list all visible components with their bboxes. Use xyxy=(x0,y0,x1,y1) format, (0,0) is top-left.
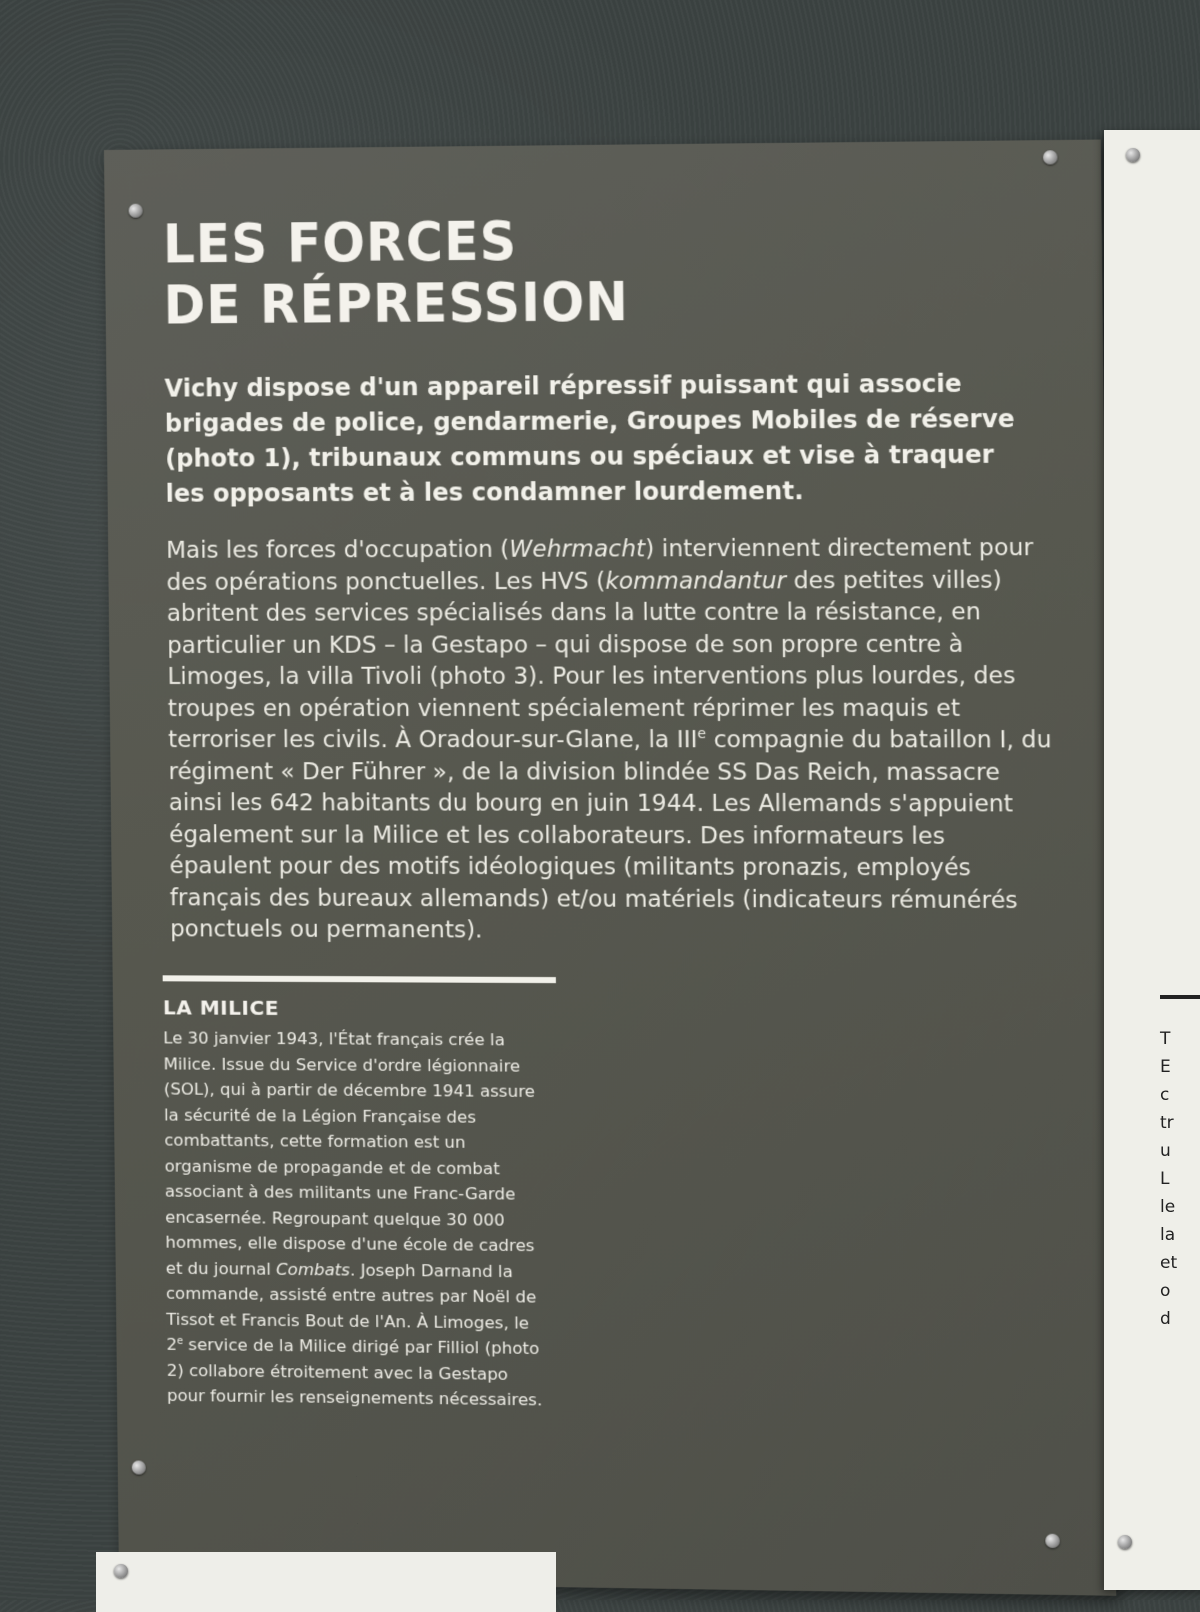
screw-icon xyxy=(1043,150,1058,164)
lower-panel-edge xyxy=(96,1552,556,1612)
body-paragraph: Mais les forces d'occupation (Wehrmacht) interviennent directement pour des opérations ponctuelles. Les HVS (kommandantur des petites villes) abritent des services spécialisés dans la lutte contre la résistance, en particulier un KDS – la Gestapo – qui dispose de son propre centre à Limoges, la villa Tivoli (photo 3). Pour les interventions plus lourdes, des troupes en opération viennent spécialement réprimer les maquis et terroriser les civils. À Oradour-sur-Glane, la IIIe compagnie du bataillon I, du régiment « Der Führer », de la division blindée SS Das Reich, massacre ainsi les 642 habitants du bourg en juin 1944. Les Allemands s'appuient également sur la Milice et les collaborateurs. Des informateurs les épaulent pour des motifs idéologiques (militants pronazis, employés français des bureaux allemands) et/ou matériels (indicateurs rémunérés ponctuels ou permanents). xyxy=(166,534,1052,944)
screw-icon xyxy=(1118,1535,1132,1549)
adjacent-panel xyxy=(1104,130,1200,1590)
lead-paragraph: Vichy dispose d'un appareil répressif puissant qui associe brigades de police, gendarmerie, Groupes Mobiles de réserve (photo 1), tribunaux communs ou spéciaux et vise à traquer les opposants et à les condamner lourdement. xyxy=(164,369,1015,508)
screw-icon xyxy=(132,1460,146,1474)
screw-icon xyxy=(114,1564,128,1578)
adjacent-divider xyxy=(1160,995,1200,999)
panel-title: LES FORCES DE RÉPRESSION xyxy=(162,211,630,337)
screw-icon xyxy=(1126,148,1140,162)
screw-icon xyxy=(1045,1534,1060,1548)
sidebar-title: LA MILICE xyxy=(162,995,280,1020)
adjacent-text-fragment: T E c tr u L le la et o d xyxy=(1160,1029,1178,1329)
exhibition-panel xyxy=(104,140,1116,1596)
sidebar-paragraph: Le 30 janvier 1943, l'État français crée la Milice. Issue du Service d'ordre légionnaire (SOL), qui à partir de décembre 1941 assure la sécurité de la Légion Française des combattants, cette formation est un organisme de propagande et de combat associant à des militants une Franc-Garde encasernée. Regroupant quelque 30 000 hommes, elle dispose d'une école de cadres et du journal Combats. Joseph Darnand la commande, assisté entre autres par Noël de Tissot et Francis Bout de l'An. À Limoges, le 2e service de la Milice dirigé par Filliol (photo 2) collabore étroitement avec la Gestapo pour fournir les renseignements nécessaires. xyxy=(163,1028,543,1410)
screw-icon xyxy=(129,204,143,218)
section-divider xyxy=(163,975,556,983)
